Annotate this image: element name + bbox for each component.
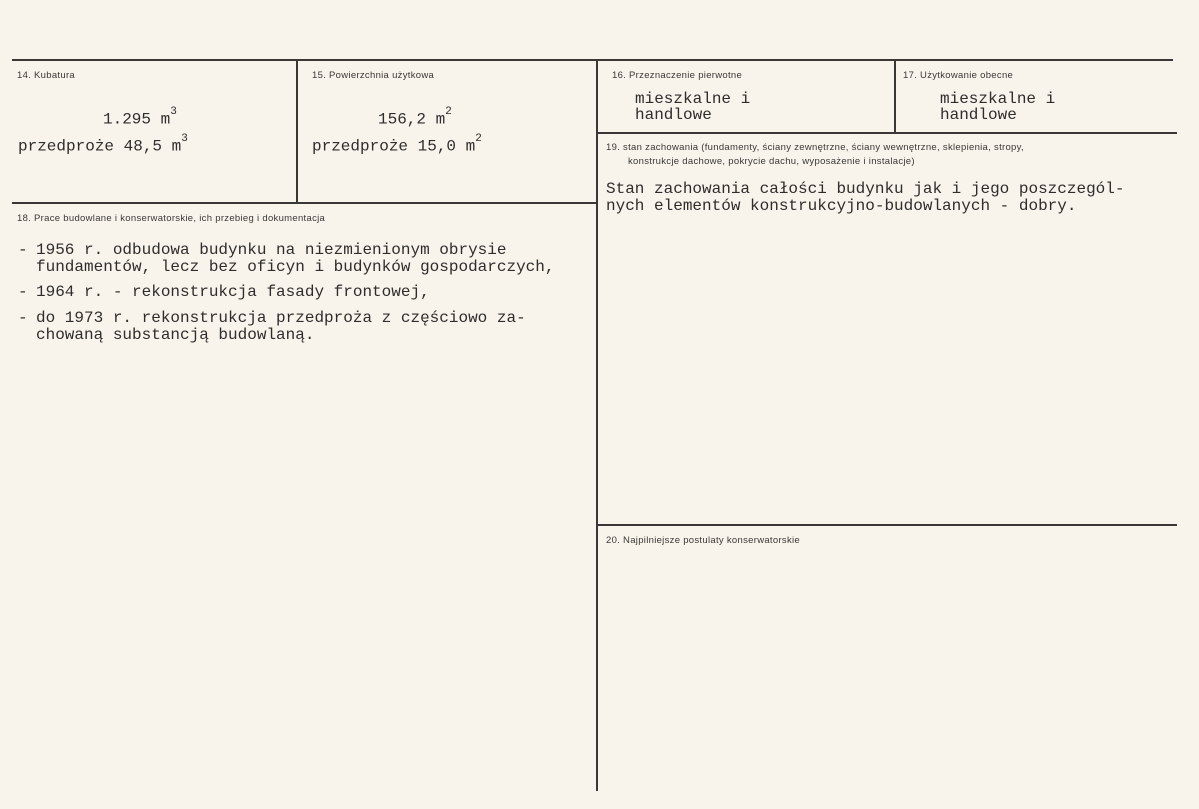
field-15-value-porch — [312, 133, 482, 155]
field-18-item-1-cont: fundamentów, lecz bez oficyn i budynków gospodarczych, — [36, 258, 555, 276]
field-18-label: 18. Prace budowlane i konserwatorskie, ich przebieg i dokumentacja — [17, 213, 326, 224]
field-15-value-porch-text: przedproże 15,0 m — [312, 137, 476, 156]
field-16-value-line2: handlowe — [635, 106, 712, 124]
field-20-label: 20. Najpilniejsze postulaty konserwatorskie — [606, 535, 801, 546]
field-18-item-3-line1: do 1973 r. rekonstrukcja przedproża z częściowo za- — [36, 309, 526, 327]
field-14-value-main-exp: 3 — [170, 106, 177, 118]
divider-f14-f15 — [296, 61, 298, 203]
row1-bottom-line-left — [12, 202, 597, 204]
field-18-item-3 — [18, 309, 526, 327]
field-18-item-3-bullet: - — [18, 309, 28, 327]
field-18-item-3-cont: chowaną substancją budowlaną. — [36, 326, 315, 344]
field-14-value-main-text: 1.295 m — [103, 110, 171, 129]
divider-main-column — [596, 61, 598, 791]
field-17-value-line1: mieszkalne i — [940, 90, 1056, 108]
field-14-label: 14. Kubatura — [17, 70, 76, 81]
field-17-value-line2: handlowe — [940, 106, 1017, 124]
field-15-value-porch-exp: 2 — [475, 133, 482, 145]
field-15-value-main-exp: 2 — [445, 106, 452, 118]
field-19-label-line2: konstrukcje dachowe, pokrycie dachu, wyposażenie i instalacje) — [628, 156, 915, 167]
field-19-label-line1: 19. stan zachowania (fundamenty, ściany zewnętrzne, ściany wewnętrzne, sklepienia, stropy, — [606, 142, 1024, 153]
field-15-value-main-text: 156,2 m — [378, 110, 446, 129]
field-18-item-1-line1: 1956 r. odbudowa budynku na niezmienionym obrysie — [36, 241, 507, 259]
field-16-value-line1: mieszkalne i — [635, 90, 751, 108]
top-border-line — [12, 59, 1173, 61]
row-divider-f19-f20 — [597, 524, 1177, 526]
field-17-label: 17. Użytkowanie obecne — [903, 70, 1014, 81]
field-18-item-1 — [18, 241, 506, 259]
field-18-item-2-line1: 1964 r. - rekonstrukcja fasady frontowej, — [36, 283, 430, 301]
field-16-label: 16. Przeznaczenie pierwotne — [612, 70, 743, 81]
field-14-value-porch — [18, 133, 188, 155]
field-15-label: 15. Powierzchnia użytkowa — [312, 70, 435, 81]
field-14-value-main — [103, 106, 177, 128]
field-18-item-2 — [18, 283, 430, 301]
field-19-value-line2: nych elementów konstrukcyjno-budowlanych - dobry. — [606, 197, 1077, 215]
field-14-value-porch-exp: 3 — [181, 133, 188, 145]
field-19-value-line1: Stan zachowania całości budynku jak i jego poszczegól- — [606, 180, 1125, 198]
field-18-item-2-bullet: - — [18, 283, 28, 301]
field-14-value-porch-text: przedproże 48,5 m — [18, 137, 182, 156]
row1-bottom-line-right — [597, 132, 1177, 134]
field-18-item-1-bullet: - — [18, 241, 28, 259]
field-15-value-main — [378, 106, 452, 128]
divider-f16-f17 — [894, 61, 896, 133]
